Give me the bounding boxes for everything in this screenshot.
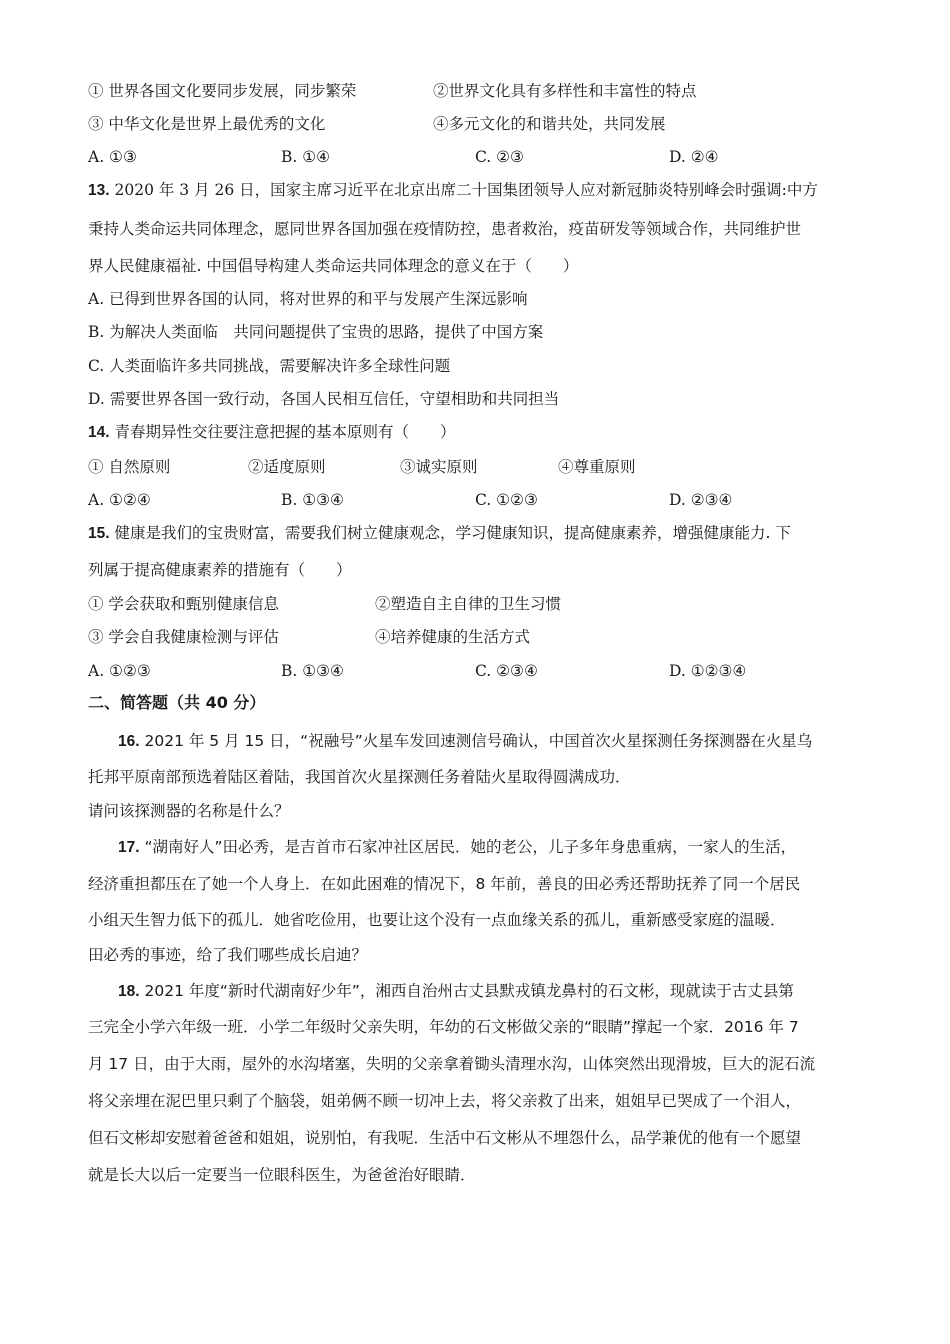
q18-stem-line-2: 三完全小学六年级一班．小学二年级时父亲失明，年幼的石文彬做父亲的“眼睛”撑起一个家．2016 年 7 — [88, 1018, 799, 1036]
q18-stem-line-5: 但石文彬却安慰着爸爸和姐姐，说别怕，有我呢．生活中石文彬从不埋怨什么，品学兼优的他有一个愿望 — [88, 1129, 802, 1147]
q14-item-2: ②适度原则 — [248, 458, 326, 476]
q15-option-a: A. ①②③ — [88, 662, 151, 680]
q17-stem-text-1: “湖南好人”田必秀，是吉首市石家冲社区居民．她的老公，儿子多年身患重病，一家人的生活， — [144, 838, 797, 856]
q15-stem-text-1: 健康是我们的宝贵财富，需要我们树立健康观念，学习健康知识，提高健康素养，增强健康能力. 下 — [114, 524, 791, 542]
q14-stem-text: 青春期异性交往要注意把握的基本原则有（ ） — [114, 423, 456, 441]
q18-stem-line-3: 月 17 日，由于大雨，屋外的水沟堵塞，失明的父亲拿着锄头清理水沟，山体突然出现滑坡，巨大的泥石流 — [88, 1055, 816, 1073]
q13-stem-line-3: 界人民健康福祉. 中国倡导构建人类命运共同体理念的意义在于（ ） — [88, 257, 579, 275]
q13-stem-line-2: 秉持人类命运共同体理念，愿同世界各国加强在疫情防控，患者救治，疫苗研发等领域合作，共同维护世 — [88, 220, 802, 238]
q15-option-b: B. ①③④ — [281, 662, 344, 680]
section-2-heading: 二、简答题（共 40 分） — [88, 693, 266, 712]
q12-item-1: ① 世界各国文化要同步发展，同步繁荣 — [88, 82, 357, 100]
q13-option-a: A. 已得到世界各国的认同，将对世界的和平与发展产生深远影响 — [88, 290, 528, 308]
q17-stem-line-2: 经济重担都压在了她一个人身上．在如此困难的情况下，8 年前，善良的田必秀还帮助抚养了同一个居民 — [88, 875, 801, 893]
q15-option-c: C. ②③④ — [475, 662, 538, 680]
q15-item-3: ③ 学会自我健康检测与评估 — [88, 628, 279, 646]
q12-item-2: ②世界文化具有多样性和丰富性的特点 — [433, 82, 697, 100]
q12-item-3: ③ 中华文化是世界上最优秀的文化 — [88, 115, 326, 133]
q16-stem-text-1: 2021 年 5 月 15 日，“祝融号”火星车发回速测信号确认，中国首次火星探测任务探测器在火星乌 — [144, 732, 813, 750]
q14-option-c: C. ①②③ — [475, 491, 538, 509]
q13-option-d: D. 需要世界各国一致行动，各国人民相互信任，守望相助和共同担当 — [88, 390, 560, 408]
q16-question: 请问该探测器的名称是什么？ — [88, 802, 290, 820]
q14-number: 14. — [88, 424, 110, 441]
q16-stem-line-1 — [118, 731, 812, 752]
q12-option-b: B. ①④ — [281, 148, 331, 166]
q18-stem-line-1 — [118, 981, 794, 1002]
q18-number: 18. — [118, 983, 140, 1000]
q17-number: 17. — [118, 839, 140, 856]
q15-item-2: ②塑造自主自律的卫生习惯 — [375, 595, 562, 613]
q12-option-d: D. ②④ — [669, 148, 719, 166]
q13-number: 13. — [88, 182, 110, 199]
q15-item-1: ① 学会获取和甄别健康信息 — [88, 595, 279, 613]
q15-stem-line-1 — [88, 523, 791, 544]
q13-option-b: B. 为解决人类面临 共同问题提供了宝贵的思路，提供了中国方案 — [88, 323, 544, 341]
q17-question: 田必秀的事迹，给了我们哪些成长启迪？ — [88, 946, 368, 964]
q14-item-3: ③诚实原则 — [400, 458, 478, 476]
q14-option-a: A. ①②④ — [88, 491, 151, 509]
q13-stem-line-1 — [88, 180, 818, 201]
q15-option-d: D. ①②③④ — [669, 662, 747, 680]
q14-option-d: D. ②③④ — [669, 491, 733, 509]
q14-option-b: B. ①③④ — [281, 491, 344, 509]
q17-stem-line-3: 小组天生智力低下的孤儿．她省吃俭用，也要让这个没有一点血缘关系的孤儿，重新感受家庭的温暖． — [88, 911, 786, 929]
q18-stem-line-6: 就是长大以后一定要当一位眼科医生，为爸爸治好眼睛． — [88, 1166, 476, 1184]
q12-option-c: C. ②③ — [475, 148, 524, 166]
q12-item-4: ④多元文化的和谐共处，共同发展 — [433, 115, 666, 133]
q17-stem-line-1 — [118, 837, 796, 858]
q13-option-c: C. 人类面临许多共同挑战，需要解决许多全球性问题 — [88, 357, 451, 375]
q12-option-a: A. ①③ — [88, 148, 137, 166]
q15-item-4: ④培养健康的生活方式 — [375, 628, 531, 646]
q13-stem-text-1: 2020 年 3 月 26 日，国家主席习近平在北京出席二十国集团领导人应对新冠肺炎特别峰会时强调:中方 — [114, 181, 818, 199]
q16-number: 16. — [118, 733, 140, 750]
q15-stem-line-2: 列属于提高健康素养的措施有（ ） — [88, 561, 352, 579]
q15-number: 15. — [88, 525, 110, 542]
q16-stem-line-2: 托邦平原南部预选着陆区着陆，我国首次火星探测任务着陆火星取得圆满成功． — [88, 768, 631, 786]
q14-stem — [88, 422, 456, 443]
q18-stem-text-1: 2021 年度“新时代湖南好少年”，湘西自治州古丈县默戎镇龙鼻村的石文彬，现就读于古丈县第 — [144, 982, 794, 1000]
q18-stem-line-4: 将父亲埋在泥巴里只剩了个脑袋，姐弟俩不顾一切冲上去，将父亲救了出来，姐姐早已哭成了一个泪人， — [88, 1092, 802, 1110]
q14-item-1: ① 自然原则 — [88, 458, 171, 476]
q14-item-4: ④尊重原则 — [558, 458, 636, 476]
